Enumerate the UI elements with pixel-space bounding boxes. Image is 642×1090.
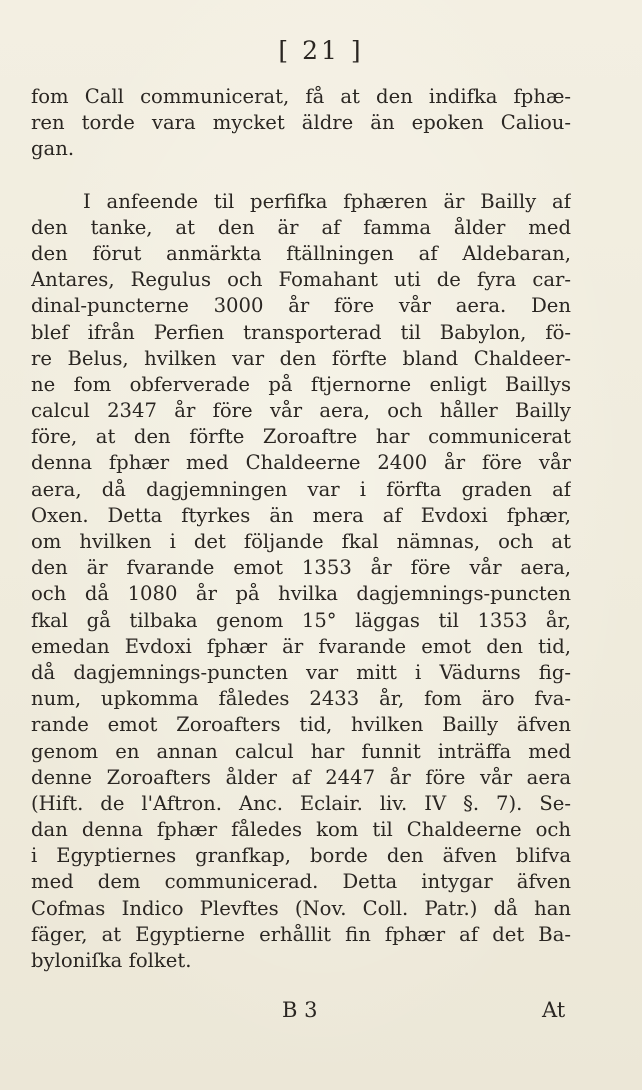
text-line: Cofmas Indico Plevftes (Nov. Coll. Patr.) då han xyxy=(31,896,571,920)
text-line: aera, då dagjemningen var i förfta graden af xyxy=(31,477,571,501)
text-line: i Egyptiernes granfkap, borde den äfven blifva xyxy=(31,844,571,868)
text-line: ren torde vara mycket äldre än epoken Caliou- xyxy=(31,111,571,135)
text-line: I anfeende til perfifka fphæren är Bailly af xyxy=(83,189,571,213)
text-line: dinal-puncterne 3000 år före vår aera. Den xyxy=(31,294,571,318)
text-line: fkal gå tilbaka genom 15° läggas til 1353 år, xyxy=(31,608,571,632)
text-line: fom Call communicerat, få at den indifka fphæ- xyxy=(31,85,571,108)
text-line: med dem communicerad. Detta intygar äfven xyxy=(31,870,571,894)
page-number: [ 21 ] xyxy=(278,36,364,65)
body-text xyxy=(31,84,571,974)
text-line: och då 1080 år på hvilka dagjemnings-puncten xyxy=(31,582,571,606)
text-line: fäger, at Egyptierne erhållit fin fphær af det Ba- xyxy=(31,922,571,946)
paragraph xyxy=(31,84,571,163)
text-line: gan. xyxy=(31,137,75,161)
text-line: blef ifrån Perfien transporterad til Babylon, fö- xyxy=(31,320,571,344)
paragraph-gap xyxy=(31,163,571,189)
text-line: dan denna fphær fåledes kom til Chaldeerne och xyxy=(31,818,571,842)
text-line: den är fvarande emot 1353 år före vår aera, xyxy=(31,556,571,580)
text-line: denna fphær med Chaldeerne 2400 år före vår xyxy=(31,451,571,475)
text-line: ne fom obferverade på ftjernorne enligt Baillys xyxy=(31,372,571,396)
text-line: byloniſka folket. xyxy=(31,949,192,972)
text-line: då dagjemnings-puncten var mitt i Vädurns fig- xyxy=(31,660,571,684)
catchword: At xyxy=(542,998,566,1022)
text-line: denne Zoroafters ålder af 2447 år före vår aera xyxy=(31,765,571,789)
text-line: emedan Evdoxi fphær är fvarande emot den tid, xyxy=(31,634,571,658)
text-line: Oxen. Detta ftyrkes än mera af Evdoxi fphær, xyxy=(31,503,571,527)
text-line: rande emot Zoroafters tid, hvilken Bailly äfven xyxy=(31,713,571,737)
text-line: re Belus, hvilken var den förfte bland Chaldeer- xyxy=(31,346,571,370)
text-line: calcul 2347 år före vår aera, och håller Bailly xyxy=(31,399,571,423)
text-line: den förut anmärkta ftällningen af Aldebaran, xyxy=(31,241,571,265)
text-line: genom en annan calcul har funnit inträffa med xyxy=(31,739,571,763)
text-line: före, at den förfte Zoroaftre har communicerat xyxy=(31,425,571,449)
text-line: om hvilken i det följande fkal nämnas, och at xyxy=(31,530,571,553)
text-line: (Hift. de l'Aftron. Anc. Eclair. liv. IV §. 7). Se- xyxy=(31,791,571,815)
text-line: Antares, Regulus och Fomahant uti de fyra car- xyxy=(31,268,571,292)
text-line: num, upkomma fåledes 2433 år, fom äro fva- xyxy=(31,687,571,711)
paragraph xyxy=(31,189,571,975)
page-footer xyxy=(0,993,642,1027)
text-line: den tanke, at den är af famma ålder med xyxy=(31,215,571,239)
signature-mark: B 3 xyxy=(282,998,318,1022)
